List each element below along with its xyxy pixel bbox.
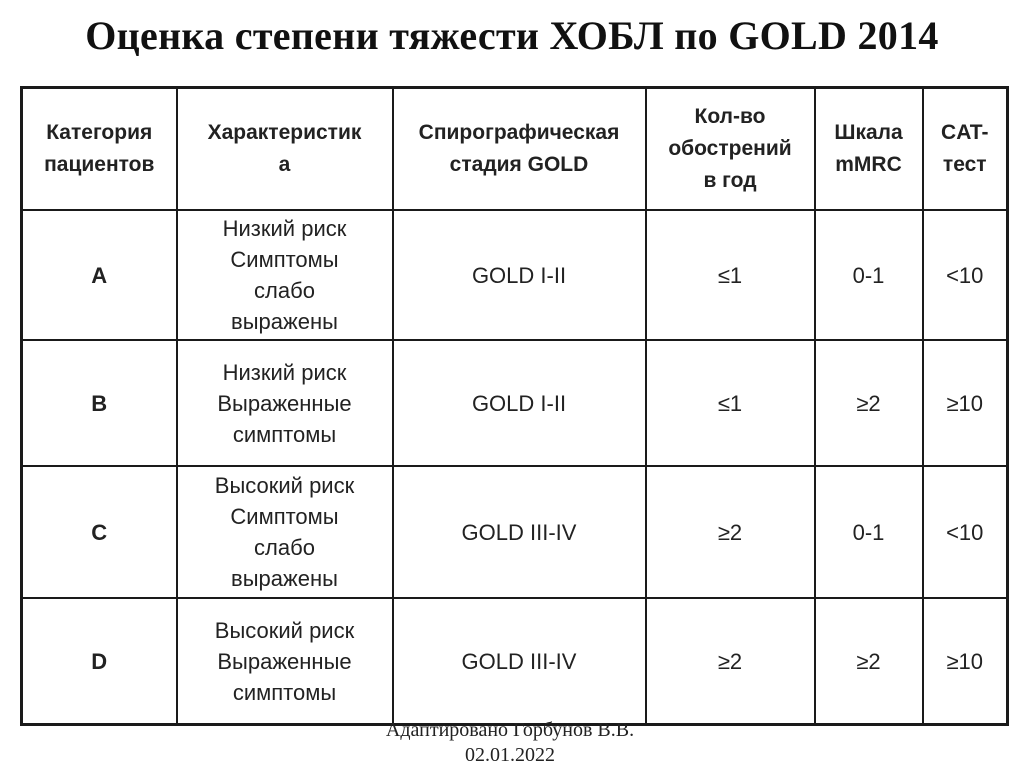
category-cell: D [22, 598, 177, 725]
table-row-a [22, 210, 1008, 340]
exacerbations-cell: ≤1 [646, 210, 815, 340]
table-row-d [22, 598, 1008, 725]
mmrc-cell: ≥2 [815, 598, 923, 725]
spirometry-cell: GOLD III-IV [393, 466, 646, 598]
characteristic-cell: Низкий риск Симптомы слабо выражены [177, 210, 393, 340]
table-row-c [22, 466, 1008, 598]
header-category: Категория пациентов [22, 88, 177, 211]
table-row-b [22, 340, 1008, 466]
header-cat: CAT- тест [923, 88, 1008, 211]
header-mmrc: Шкала mMRC [815, 88, 923, 211]
mmrc-cell: 0-1 [815, 466, 923, 598]
characteristic-cell: Низкий риск Выраженные симптомы [177, 340, 393, 466]
category-cell: B [22, 340, 177, 466]
category-cell: C [22, 466, 177, 598]
characteristic-cell: Высокий риск Симптомы слабо выражены [177, 466, 393, 598]
cat-cell: <10 [923, 210, 1008, 340]
slide-title: Оценка степени тяжести ХОБЛ по GOLD 2014 [85, 13, 939, 58]
header-exacerbations: Кол-во обострений в год [646, 88, 815, 211]
category-cell: A [22, 210, 177, 340]
table-header-row [22, 88, 1008, 211]
exacerbations-cell: ≥2 [646, 598, 815, 725]
copd-severity-table [20, 86, 1009, 726]
cat-cell: <10 [923, 466, 1008, 598]
exacerbations-cell: ≤1 [646, 340, 815, 466]
spirometry-cell: GOLD I-II [393, 340, 646, 466]
characteristic-cell: Высокий риск Выраженные симптомы [177, 598, 393, 725]
mmrc-cell: 0-1 [815, 210, 923, 340]
spirometry-cell: GOLD III-IV [393, 598, 646, 725]
footer-date: 02.01.2022 [465, 744, 555, 766]
cat-cell: ≥10 [923, 340, 1008, 466]
exacerbations-cell: ≥2 [646, 466, 815, 598]
footer-author: Адаптировано Горбунов В.В. [385, 719, 635, 741]
spirometry-cell: GOLD I-II [393, 210, 646, 340]
mmrc-cell: ≥2 [815, 340, 923, 466]
header-characteristic: Характеристик а [177, 88, 393, 211]
footer-attribution [310, 718, 710, 768]
cat-cell: ≥10 [923, 598, 1008, 725]
header-spirometry: Спирографическая стадия GOLD [393, 88, 646, 211]
